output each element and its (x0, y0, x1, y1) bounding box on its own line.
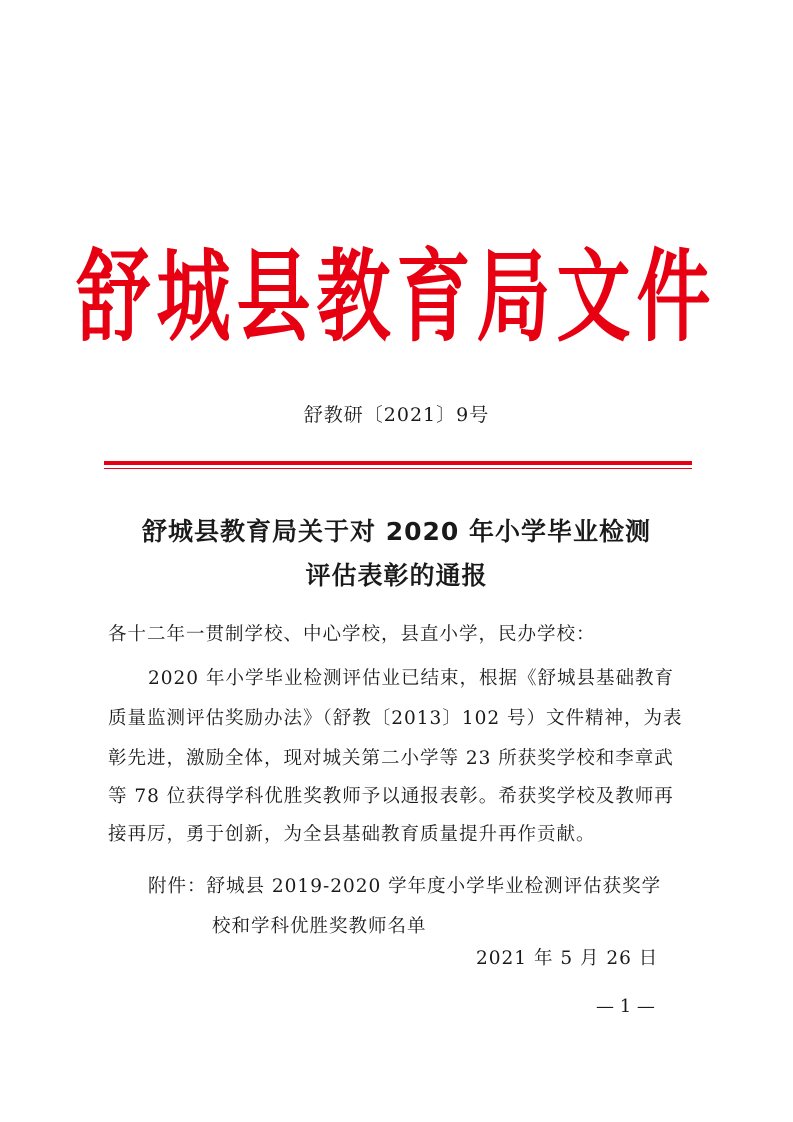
masthead-title: 舒城县教育局文件 (76, 239, 717, 356)
issue-date: 2021 年 5 月 26 日 (476, 948, 659, 969)
document-title-line-1: 舒城县教育局关于对 2020 年小学毕业检测 (142, 517, 651, 546)
document-number: 舒教研〔2021〕9号 (303, 404, 490, 426)
page-number: — 1 — (596, 996, 655, 1017)
paragraph-line: 2020 年小学毕业检测评估业已结束，根据《舒城县基础教育 (148, 668, 674, 689)
paragraph-line: 彰先进，激励全体，现对城关第二小学等 23 所获奖学校和李章武 (108, 748, 674, 769)
red-separator-thick (104, 461, 692, 465)
attachment-line-1: 附件：舒城县 2019-2020 学年度小学毕业检测评估获奖学 (148, 876, 662, 897)
paragraph-line: 接再厉，勇于创新，为全县基础教育质量提升再作贡献。 (108, 824, 596, 845)
attachment-line-2: 校和学科优胜奖教师名单 (212, 916, 427, 937)
red-separator-thin (104, 468, 692, 469)
salutation: 各十二年一贯制学校、中心学校，县直小学，民办学校： (108, 624, 596, 645)
paragraph-line: 质量监测评估奖励办法》（舒教〔2013〕102 号）文件精神，为表 (108, 708, 683, 729)
document-title-line-2: 评估表彰的通报 (305, 561, 488, 590)
paragraph-line: 等 78 位获得学科优胜奖教师予以通报表彰。希获奖学校及教师再 (108, 786, 674, 807)
